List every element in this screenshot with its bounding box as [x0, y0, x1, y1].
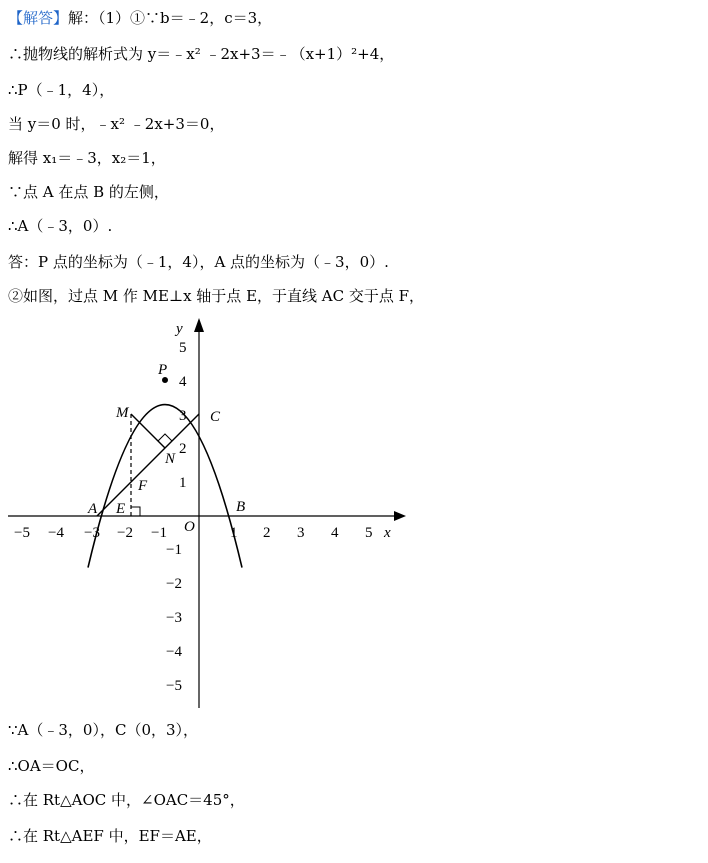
- y-tick: −1: [166, 542, 182, 558]
- y-tick: −3: [166, 610, 182, 626]
- line-4: 当 y＝0 时，﹣x² ﹣2x+3＝0，: [8, 115, 225, 133]
- point-label-n: N: [165, 451, 176, 467]
- x-tick: −3: [84, 525, 100, 541]
- y-arrow-icon: [194, 318, 204, 332]
- line-7: ∴A（﹣3，0）.: [8, 217, 113, 235]
- line-ac: [97, 414, 199, 516]
- x-tick: −2: [117, 525, 133, 541]
- parabola-curve: [88, 405, 242, 568]
- line-9: ②如图，过点 M 作 ME⊥x 轴于点 E，于直线 AC 交于点 F，: [8, 287, 425, 305]
- right-angle-e: [131, 507, 140, 516]
- y-axis-label: y: [176, 321, 183, 337]
- x-tick: 1: [230, 525, 238, 541]
- origin-label: O: [184, 519, 195, 535]
- parabola-figure: [8, 316, 408, 708]
- y-tick: −2: [166, 576, 182, 592]
- segment-mn: [131, 414, 165, 448]
- y-tick: 4: [179, 374, 187, 390]
- y-tick: −5: [166, 678, 182, 694]
- x-tick: 2: [263, 525, 271, 541]
- line-12: ∴在 Rt△AOC 中，∠OAC＝45°，: [8, 791, 245, 809]
- line-3: ∴P（﹣1，4），: [8, 81, 115, 99]
- x-tick: 4: [331, 525, 339, 541]
- point-label-m: M: [116, 405, 129, 421]
- line-2: ∴抛物线的解析式为 y＝﹣x² ﹣2x+3＝﹣（x+1）²+4，: [8, 45, 395, 63]
- line-10: ∵A（﹣3，0），C（0，3），: [8, 721, 199, 739]
- y-tick: 5: [179, 340, 187, 356]
- y-tick: 2: [179, 441, 187, 457]
- line-8: 答：P 点的坐标为（﹣1，4），A 点的坐标为（﹣3，0）.: [8, 253, 389, 271]
- line-13: ∴在 Rt△AEF 中，EF＝AE，: [8, 827, 212, 845]
- x-tick: −4: [48, 525, 64, 541]
- point-label-e: E: [116, 501, 126, 517]
- y-tick: −4: [166, 644, 182, 660]
- point-label-c: C: [210, 409, 221, 425]
- line-1: 【解答】解：（1）①∵b＝﹣2，c＝3，: [8, 9, 273, 27]
- answer-tag: 【解答】: [8, 9, 69, 27]
- y-tick: 1: [179, 475, 187, 491]
- x-tick: 5: [365, 525, 373, 541]
- y-tick: 3: [179, 408, 187, 424]
- point-label-a: A: [88, 501, 98, 517]
- line-5: 解得 x₁＝﹣3，x₂＝1，: [8, 149, 166, 167]
- x-axis-label: x: [384, 525, 391, 541]
- x-tick: 3: [297, 525, 305, 541]
- x-tick: −5: [14, 525, 30, 541]
- right-angle-n: [158, 434, 172, 441]
- line-11: ∴OA＝OC，: [8, 757, 95, 775]
- point-label-p: P: [158, 362, 168, 378]
- x-tick: −1: [151, 525, 167, 541]
- point-label-b: B: [236, 499, 246, 515]
- point-label-f: F: [138, 478, 148, 494]
- line-6: ∵点 A 在点 B 的左侧，: [8, 183, 169, 201]
- x-arrow-icon: [394, 511, 406, 521]
